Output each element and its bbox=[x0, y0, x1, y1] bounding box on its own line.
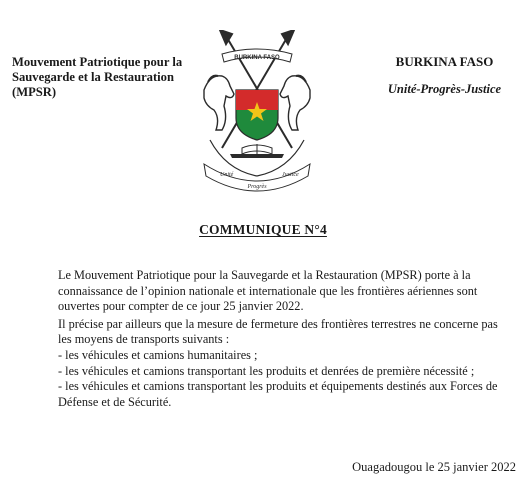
list-item: - les véhicules et camions transportant les produits et denrées de première nécessité ; bbox=[58, 363, 475, 378]
org-name-line2: Sauvegarde et la Restauration bbox=[12, 70, 174, 84]
issuing-organization bbox=[12, 55, 202, 100]
country-name: BURKINA FASO bbox=[395, 54, 494, 69]
paragraph-airports-open: Le Mouvement Patriotique pour la Sauvegarde et la Restauration (MPSR) porte à la connaissance de l’opinion nationale et internationale que les frontières aériennes sont ouvertes pour compter de ce jour 25 janvier 2022. bbox=[58, 268, 478, 314]
emblem-ribbon-unite: Unité bbox=[220, 172, 234, 178]
place-and-date: Ouagadougou le 25 janvier 2022 bbox=[352, 460, 516, 474]
paragraph-land-borders: Il précise par ailleurs que la mesure de fermeture des frontières terrestres ne concerne pas les moyens de transports suivants : bbox=[58, 316, 498, 347]
communique-body bbox=[58, 268, 514, 410]
org-acronym: (MPSR) bbox=[12, 85, 57, 99]
document-title-text: COMMUNIQUE N°4 bbox=[199, 222, 327, 237]
emblem-ribbon-progres: Progrès bbox=[247, 184, 267, 190]
emblem-top-text: BURKINA FASO bbox=[234, 55, 280, 61]
national-motto: Unité-Progrès-Justice bbox=[387, 82, 502, 96]
emblem-ribbon-justice: Justice bbox=[282, 172, 299, 178]
coat-of-arms-emblem bbox=[196, 30, 318, 192]
org-name-line1: Mouvement Patriotique pour la bbox=[12, 55, 183, 69]
country-block bbox=[372, 54, 517, 97]
list-item: - les véhicules et camions humanitaires ; bbox=[58, 347, 258, 362]
document-title bbox=[0, 222, 526, 238]
list-item: - les véhicules et camions transportant les produits et équipements destinés aux Forces de Défense et de Sécurité. bbox=[58, 379, 498, 409]
